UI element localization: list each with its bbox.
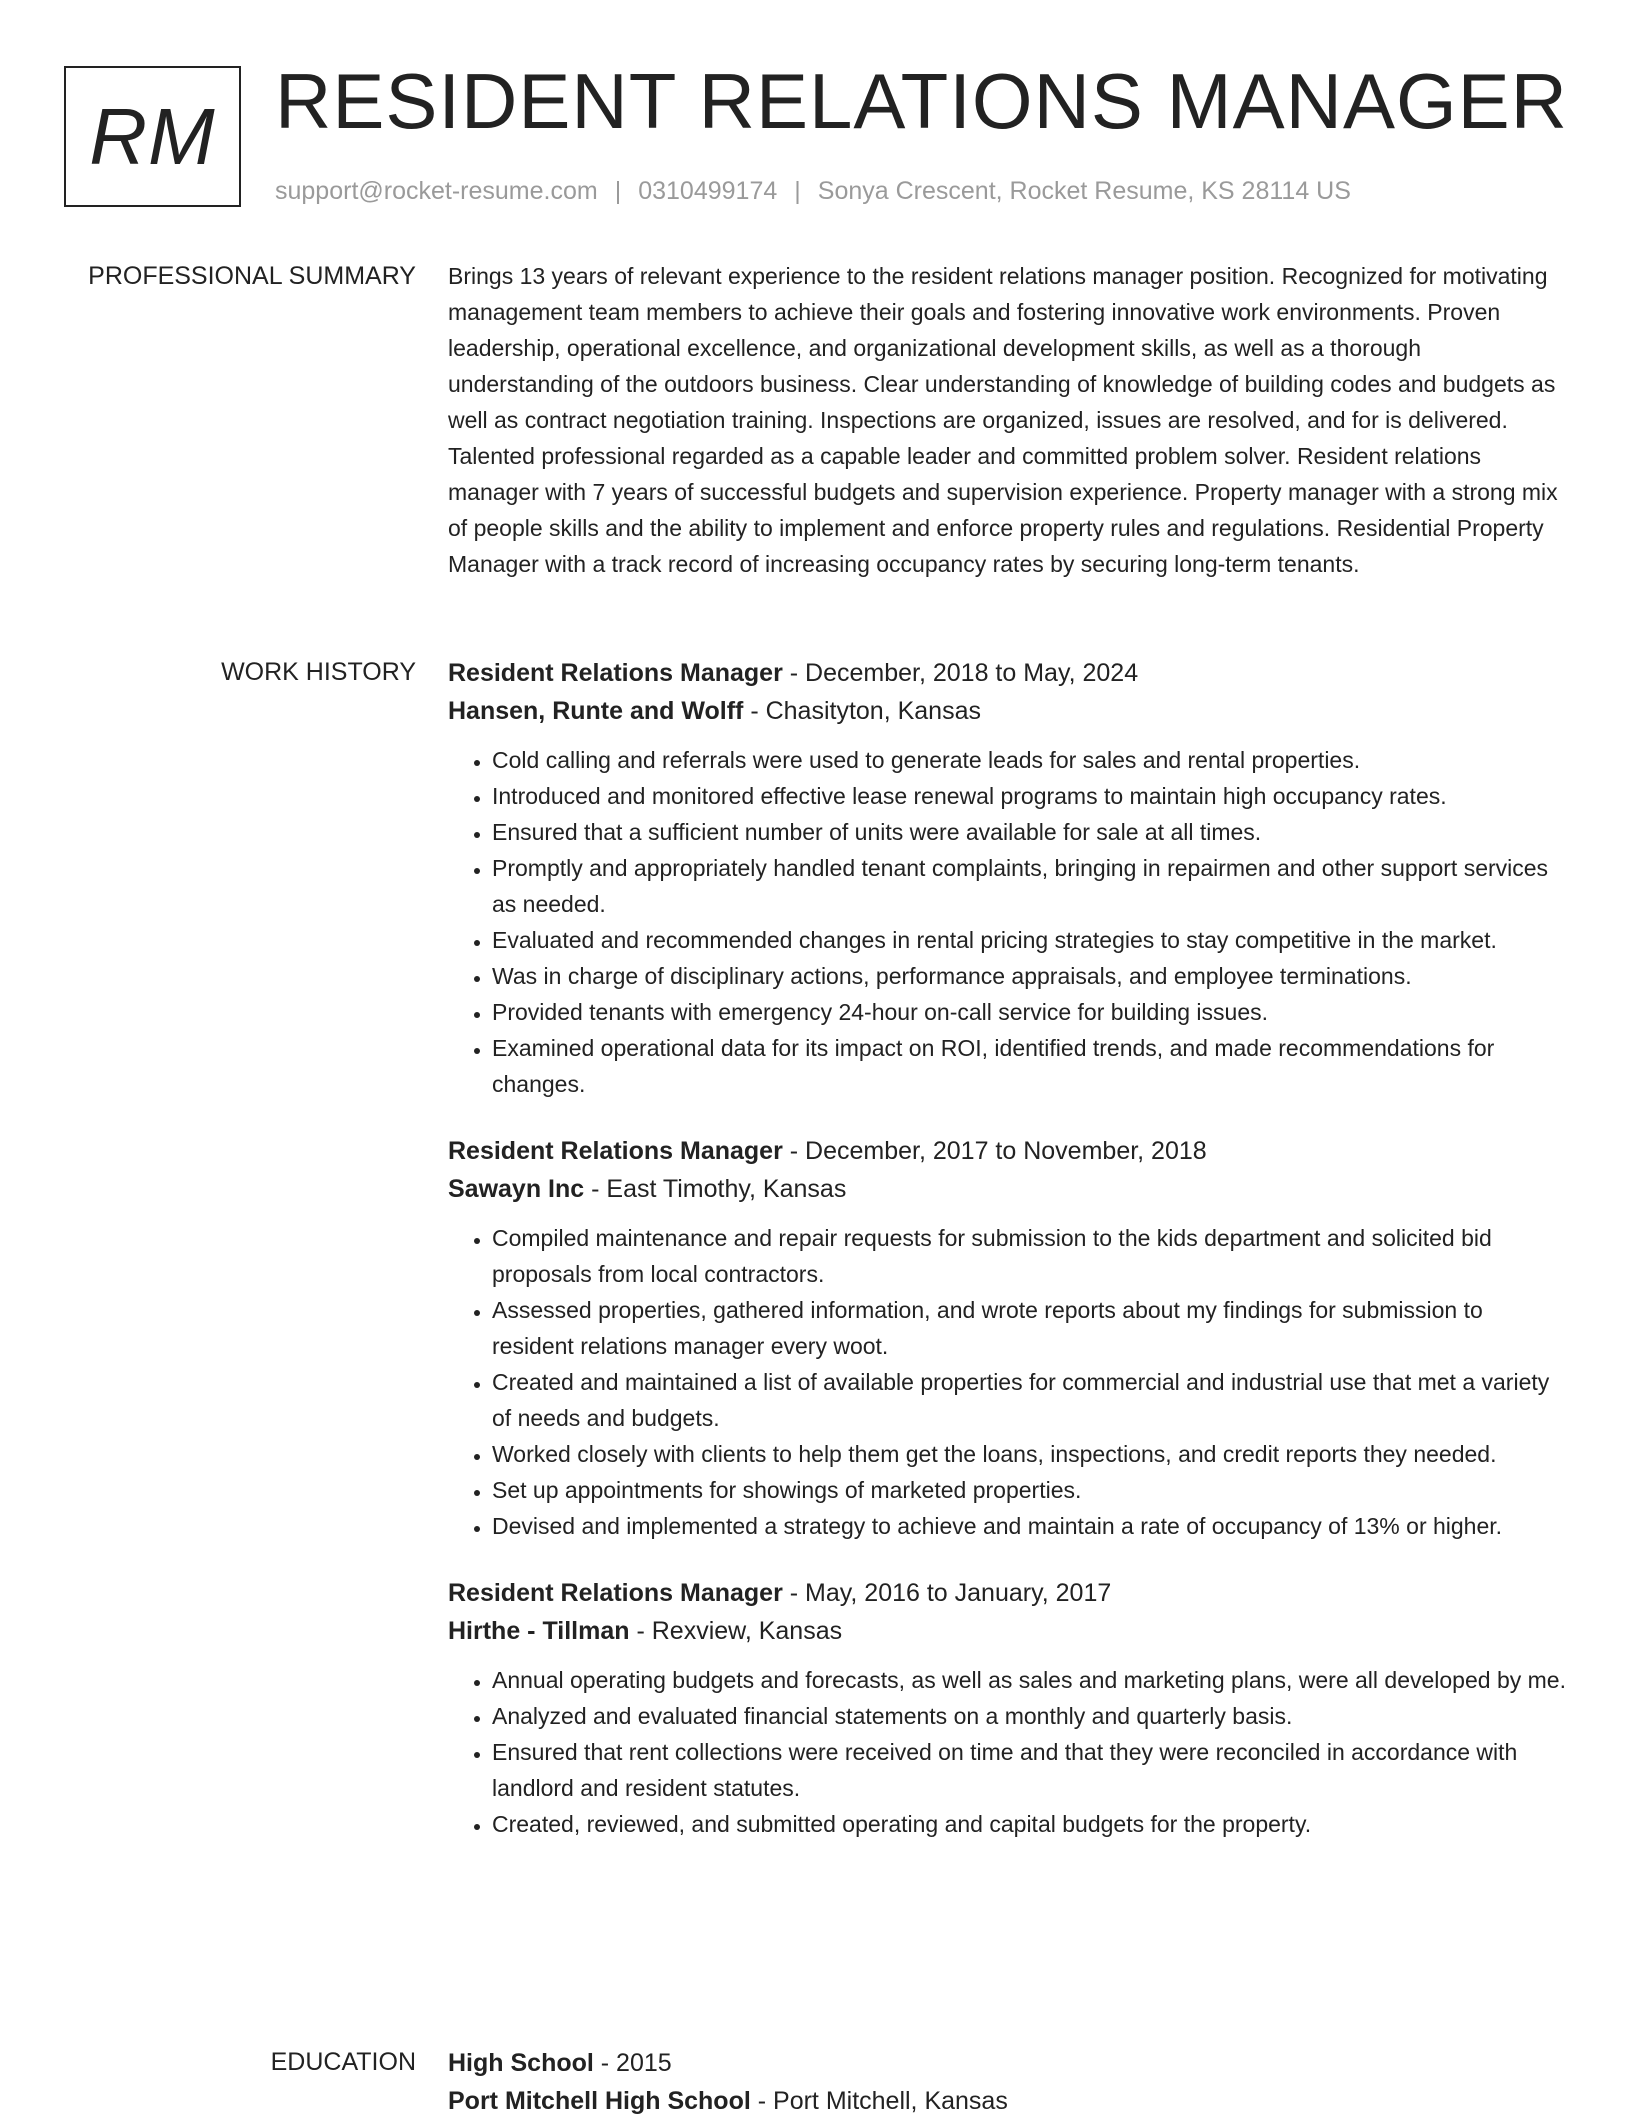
job-dates: - December, 2018 to May, 2024 bbox=[789, 659, 1139, 687]
job-title-line bbox=[448, 654, 1570, 692]
job-company: Sawayn Inc bbox=[448, 1175, 585, 1203]
contact-line bbox=[275, 175, 1351, 207]
job-bullet: • Ensured that rent collections were received on time and that they were reconciled in accordance with landlord and resident statutes. bbox=[492, 1734, 1570, 1806]
education-school: Port Mitchell High School bbox=[448, 2087, 751, 2115]
contact-phone[interactable]: 0310499174 bbox=[638, 177, 778, 205]
job-company-line bbox=[448, 1170, 1570, 1208]
section-label-summary: PROFESSIONAL SUMMARY bbox=[88, 262, 416, 290]
job-bullet: • Introduced and monitored effective lease renewal programs to maintain high occupancy rates. bbox=[492, 778, 1570, 814]
job-title: Resident Relations Manager bbox=[448, 659, 783, 687]
job-bullet: • Examined operational data for its impact on ROI, identified trends, and made recommendations for changes. bbox=[492, 1030, 1570, 1102]
education-location: - Port Mitchell, Kansas bbox=[757, 2087, 1008, 2115]
education-degree: High School bbox=[448, 2049, 594, 2077]
job-bullet: • Compiled maintenance and repair requests for submission to the kids department and solicited bid proposals from local contractors. bbox=[492, 1220, 1570, 1292]
job-bullet: • Set up appointments for showings of marketed properties. bbox=[492, 1472, 1570, 1508]
education-degree-line bbox=[448, 2044, 1570, 2082]
job-dates: - May, 2016 to January, 2017 bbox=[789, 1579, 1112, 1607]
job-company-line bbox=[448, 1612, 1570, 1650]
job-bullet: • Ensured that a sufficient number of units were available for sale at all times. bbox=[492, 814, 1570, 850]
contact-email[interactable]: support@rocket-resume.com bbox=[275, 177, 598, 205]
job-bullet-list bbox=[448, 1662, 1570, 1842]
contact-address: Sonya Crescent, Rocket Resume, KS 28114 US bbox=[817, 177, 1351, 205]
job-company-line bbox=[448, 692, 1570, 730]
separator: | bbox=[614, 177, 622, 205]
job-bullet: • Assessed properties, gathered information, and wrote reports about my findings for submission to resident relations manager every woot. bbox=[492, 1292, 1570, 1364]
job-title-line bbox=[448, 1574, 1570, 1612]
job-bullet: • Was in charge of disciplinary actions, performance appraisals, and employee terminations. bbox=[492, 958, 1570, 994]
job-entry bbox=[448, 1132, 1570, 1544]
job-title: Resident Relations Manager bbox=[448, 1137, 783, 1165]
job-company: Hansen, Runte and Wolff bbox=[448, 697, 744, 725]
job-bullet: • Analyzed and evaluated financial statements on a monthly and quarterly basis. bbox=[492, 1698, 1570, 1734]
job-bullet: • Provided tenants with emergency 24-hour on-call service for building issues. bbox=[492, 994, 1570, 1030]
job-bullet: • Created, reviewed, and submitted operating and capital budgets for the property. bbox=[492, 1806, 1570, 1842]
section-label-work-history: WORK HISTORY bbox=[221, 658, 416, 686]
job-bullet: • Evaluated and recommended changes in rental pricing strategies to stay competitive in the market. bbox=[492, 922, 1570, 958]
job-location: - Rexview, Kansas bbox=[636, 1617, 843, 1645]
education-school-line bbox=[448, 2082, 1570, 2120]
monogram-logo: RM bbox=[64, 66, 241, 207]
section-label-education: EDUCATION bbox=[270, 2048, 416, 2076]
job-bullet-list bbox=[448, 1220, 1570, 1544]
job-bullet: • Cold calling and referrals were used to generate leads for sales and rental properties. bbox=[492, 742, 1570, 778]
job-bullet: • Devised and implemented a strategy to achieve and maintain a rate of occupancy of 13% or higher. bbox=[492, 1508, 1570, 1544]
education-year: - 2015 bbox=[600, 2049, 672, 2077]
resume-title: RESIDENT RELATIONS MANAGER bbox=[275, 57, 1569, 145]
summary-text: Brings 13 years of relevant experience to the resident relations manager position. Recognized for motivating management team members to achieve their goals and fostering innovative work environments. Proven leadership, operational excellence, and organizational development skills, as well as a thorough understanding of the outdoors business. Clear understanding of knowledge of building codes and budgets as well as contract negotiation training. Inspections are organized, issues are resolved, and for is delivered. Talented professional regarded as a capable leader and committed problem solver. Resident relations manager with 7 years of successful budgets and supervision experience. Property manager with a strong mix of people skills and the ability to implement and enforce property rules and regulations. Residential Property Manager with a track record of increasing occupancy rates by securing long-term tenants. bbox=[448, 263, 1558, 577]
job-bullet: • Promptly and appropriately handled tenant complaints, bringing in repairmen and other support services as needed. bbox=[492, 850, 1570, 922]
job-list bbox=[448, 654, 1570, 1872]
job-title: Resident Relations Manager bbox=[448, 1579, 783, 1607]
job-bullet: • Annual operating budgets and forecasts, as well as sales and marketing plans, were all developed by me. bbox=[492, 1662, 1570, 1698]
job-location: - Chasityton, Kansas bbox=[750, 697, 981, 725]
job-bullet-list bbox=[448, 742, 1570, 1102]
job-dates: - December, 2017 to November, 2018 bbox=[789, 1137, 1207, 1165]
job-company: Hirthe - Tillman bbox=[448, 1617, 630, 1645]
job-entry bbox=[448, 1574, 1570, 1842]
job-bullet: • Created and maintained a list of available properties for commercial and industrial use that met a variety of needs and budgets. bbox=[492, 1364, 1570, 1436]
job-title-line bbox=[448, 1132, 1570, 1170]
job-bullet: • Worked closely with clients to help them get the loans, inspections, and credit reports they needed. bbox=[492, 1436, 1570, 1472]
job-location: - East Timothy, Kansas bbox=[591, 1175, 847, 1203]
job-entry bbox=[448, 654, 1570, 1102]
separator: | bbox=[794, 177, 801, 205]
